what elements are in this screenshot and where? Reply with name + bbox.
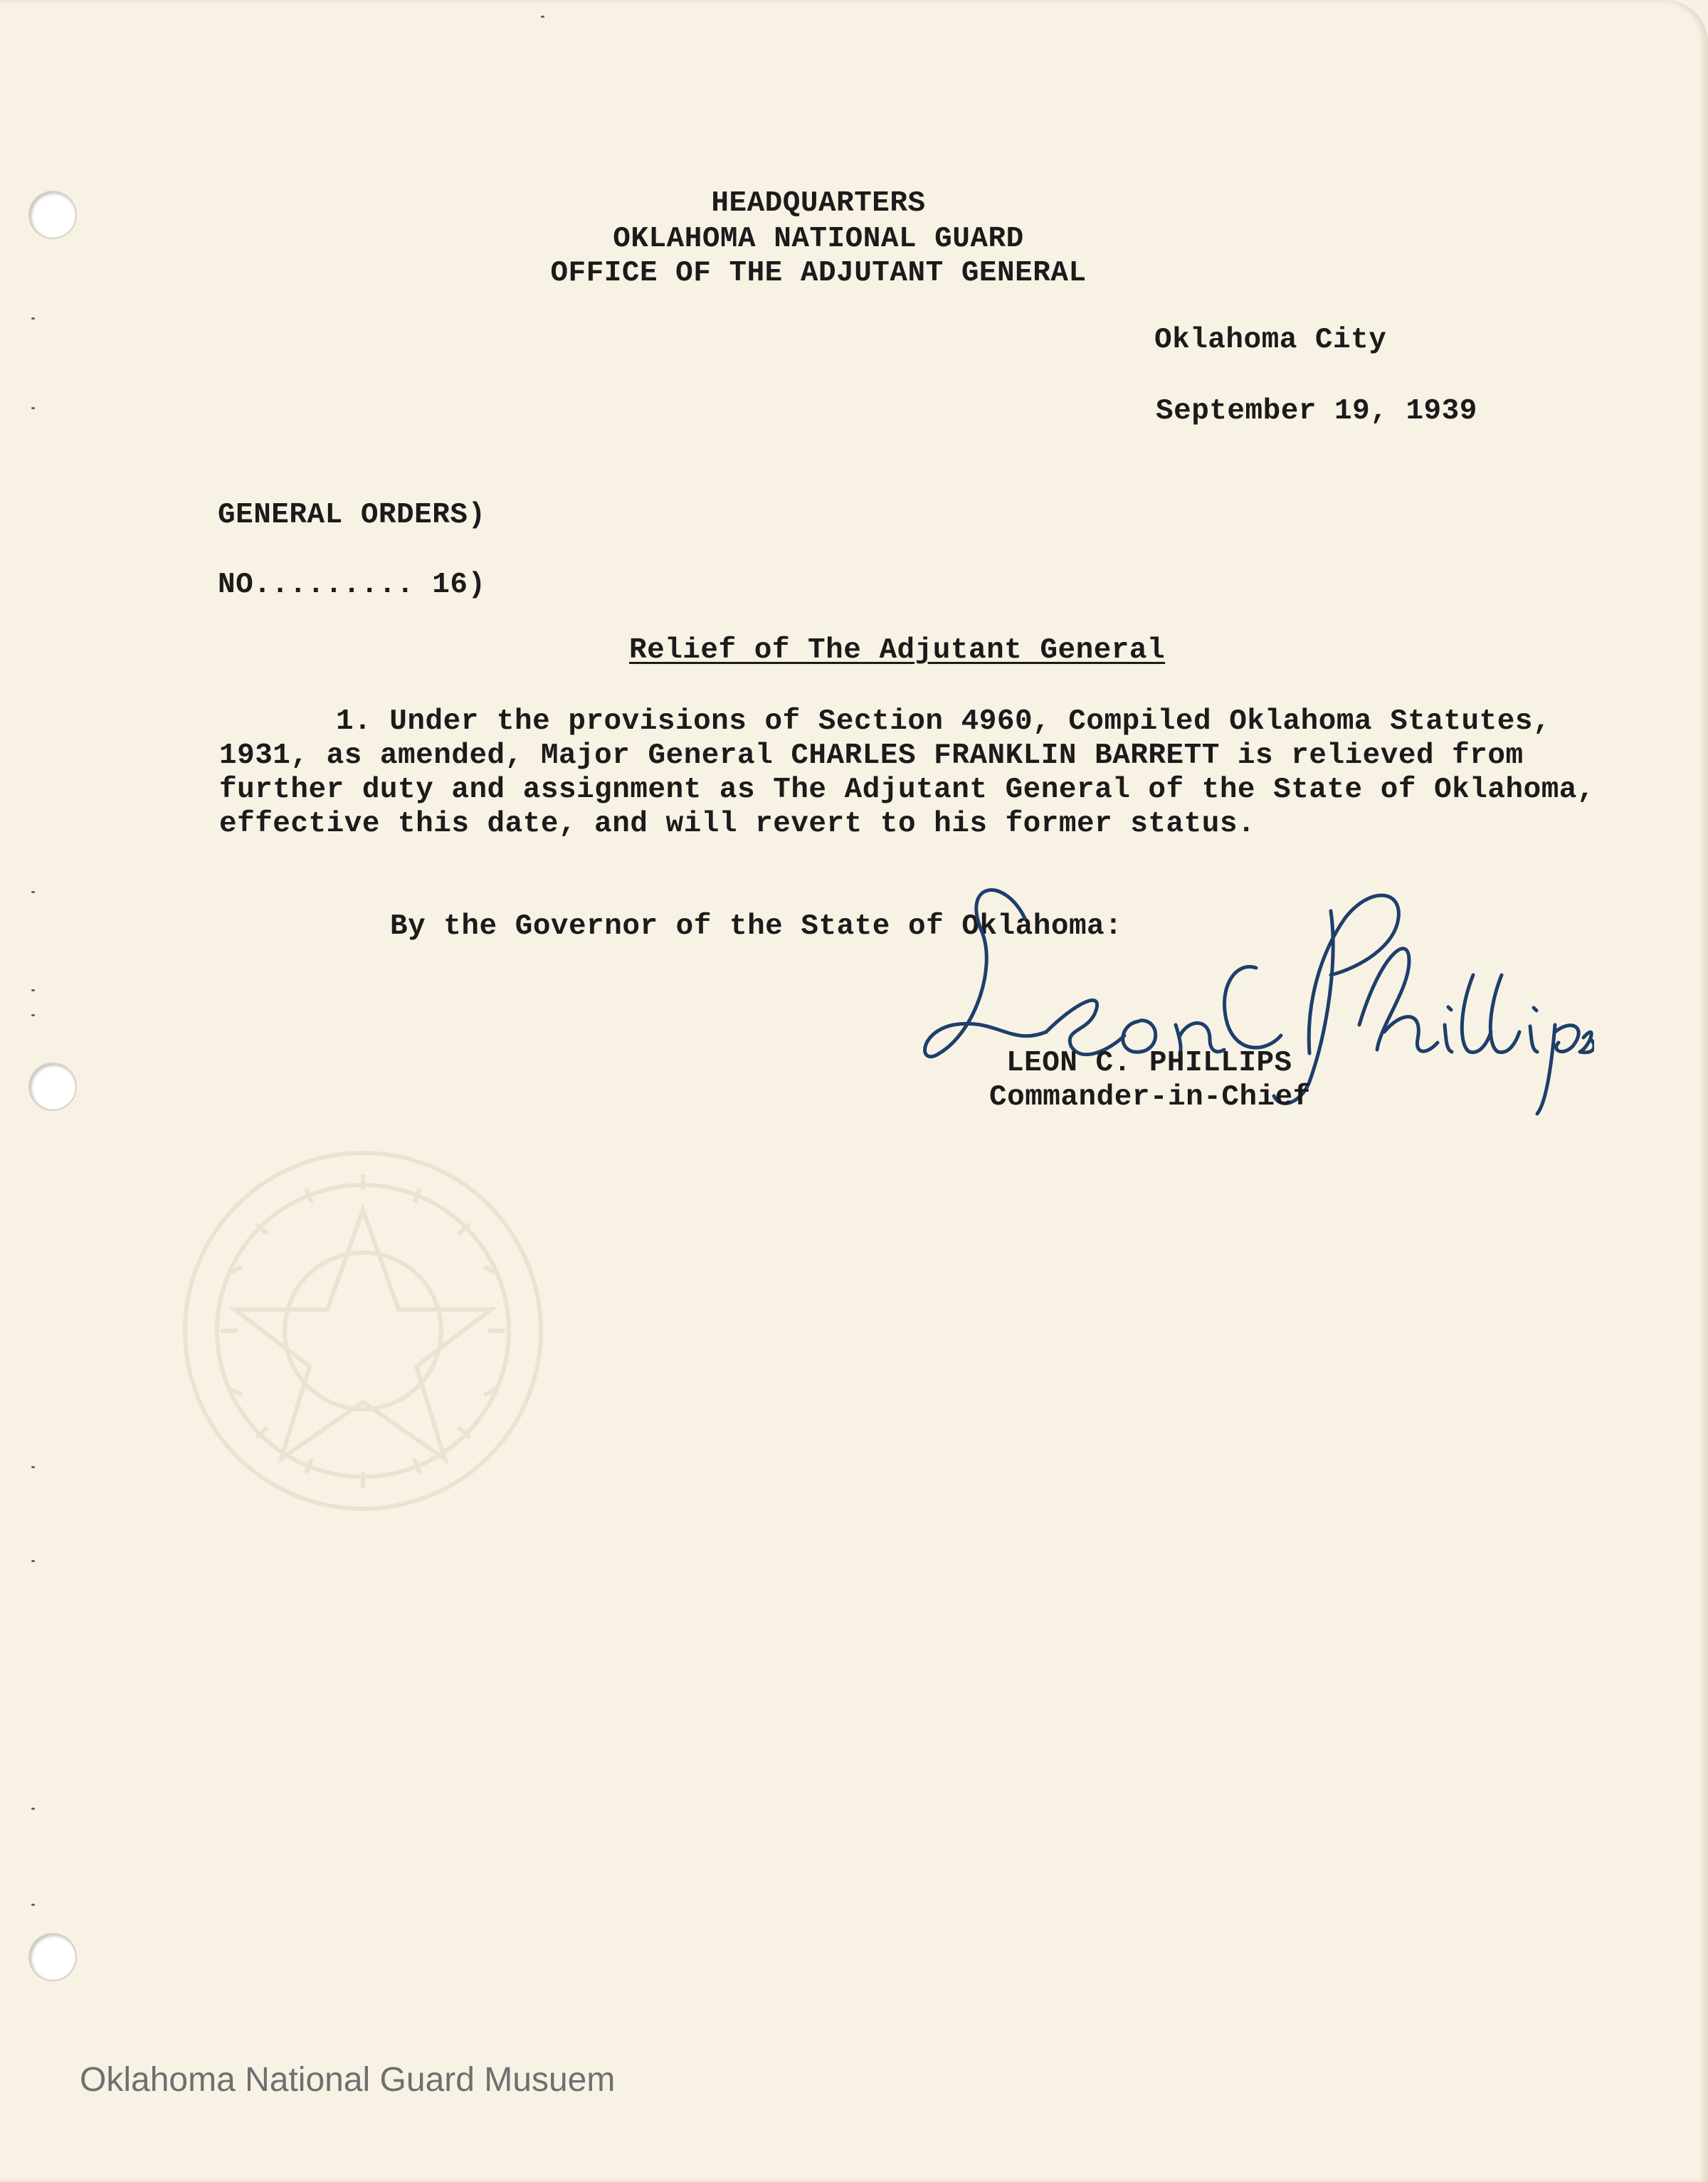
archive-credit: Oklahoma National Guard Musuem [80, 2061, 616, 2099]
authority-line: By the Governor of the State of Oklahoma: [390, 910, 1123, 943]
signatory-name: LEON C. PHILLIPS [1006, 1047, 1292, 1080]
body-line-4: effective this date, and will revert to his former status. [219, 808, 1256, 840]
paper-speck [31, 1014, 35, 1016]
letterhead-line-1: HEADQUARTERS [711, 187, 926, 220]
body-line-1: 1. Under the provisions of Section 4960, Compiled Oklahoma Statutes, [336, 705, 1551, 738]
order-number: NO......... 16) [218, 569, 486, 601]
paper-speck [541, 16, 544, 18]
paper-speck [31, 407, 35, 409]
paper-speck [31, 317, 35, 320]
punch-hole-bottom [30, 1934, 75, 1980]
punch-hole-middle [30, 1064, 75, 1110]
general-orders-label: GENERAL ORDERS) [218, 499, 486, 532]
body-line-3: further duty and assignment as The Adjutant General of the State of Oklahoma, [219, 774, 1596, 806]
paper-speck [31, 1904, 35, 1906]
body-line-2: 1931, as amended, Major General CHARLES FRANKLIN BARRETT is relieved from [219, 739, 1524, 772]
paper-speck [31, 1466, 35, 1468]
paper-speck [31, 1560, 35, 1562]
paper-speck [31, 891, 35, 893]
signatory-title: Commander-in-Chief [989, 1081, 1311, 1114]
paper-speck [31, 989, 35, 991]
letterhead-line-2: OKLAHOMA NATIONAL GUARD [613, 223, 1024, 255]
punch-hole-top [30, 192, 75, 238]
place-line: Oklahoma City [1154, 324, 1387, 357]
letterhead-line-3: OFFICE OF THE ADJUTANT GENERAL [550, 257, 1087, 290]
embossed-seal [164, 1132, 562, 1530]
paper-speck [31, 1808, 35, 1810]
date-line: September 19, 1939 [1156, 395, 1477, 428]
subject-heading: Relief of The Adjutant General [629, 634, 1166, 667]
